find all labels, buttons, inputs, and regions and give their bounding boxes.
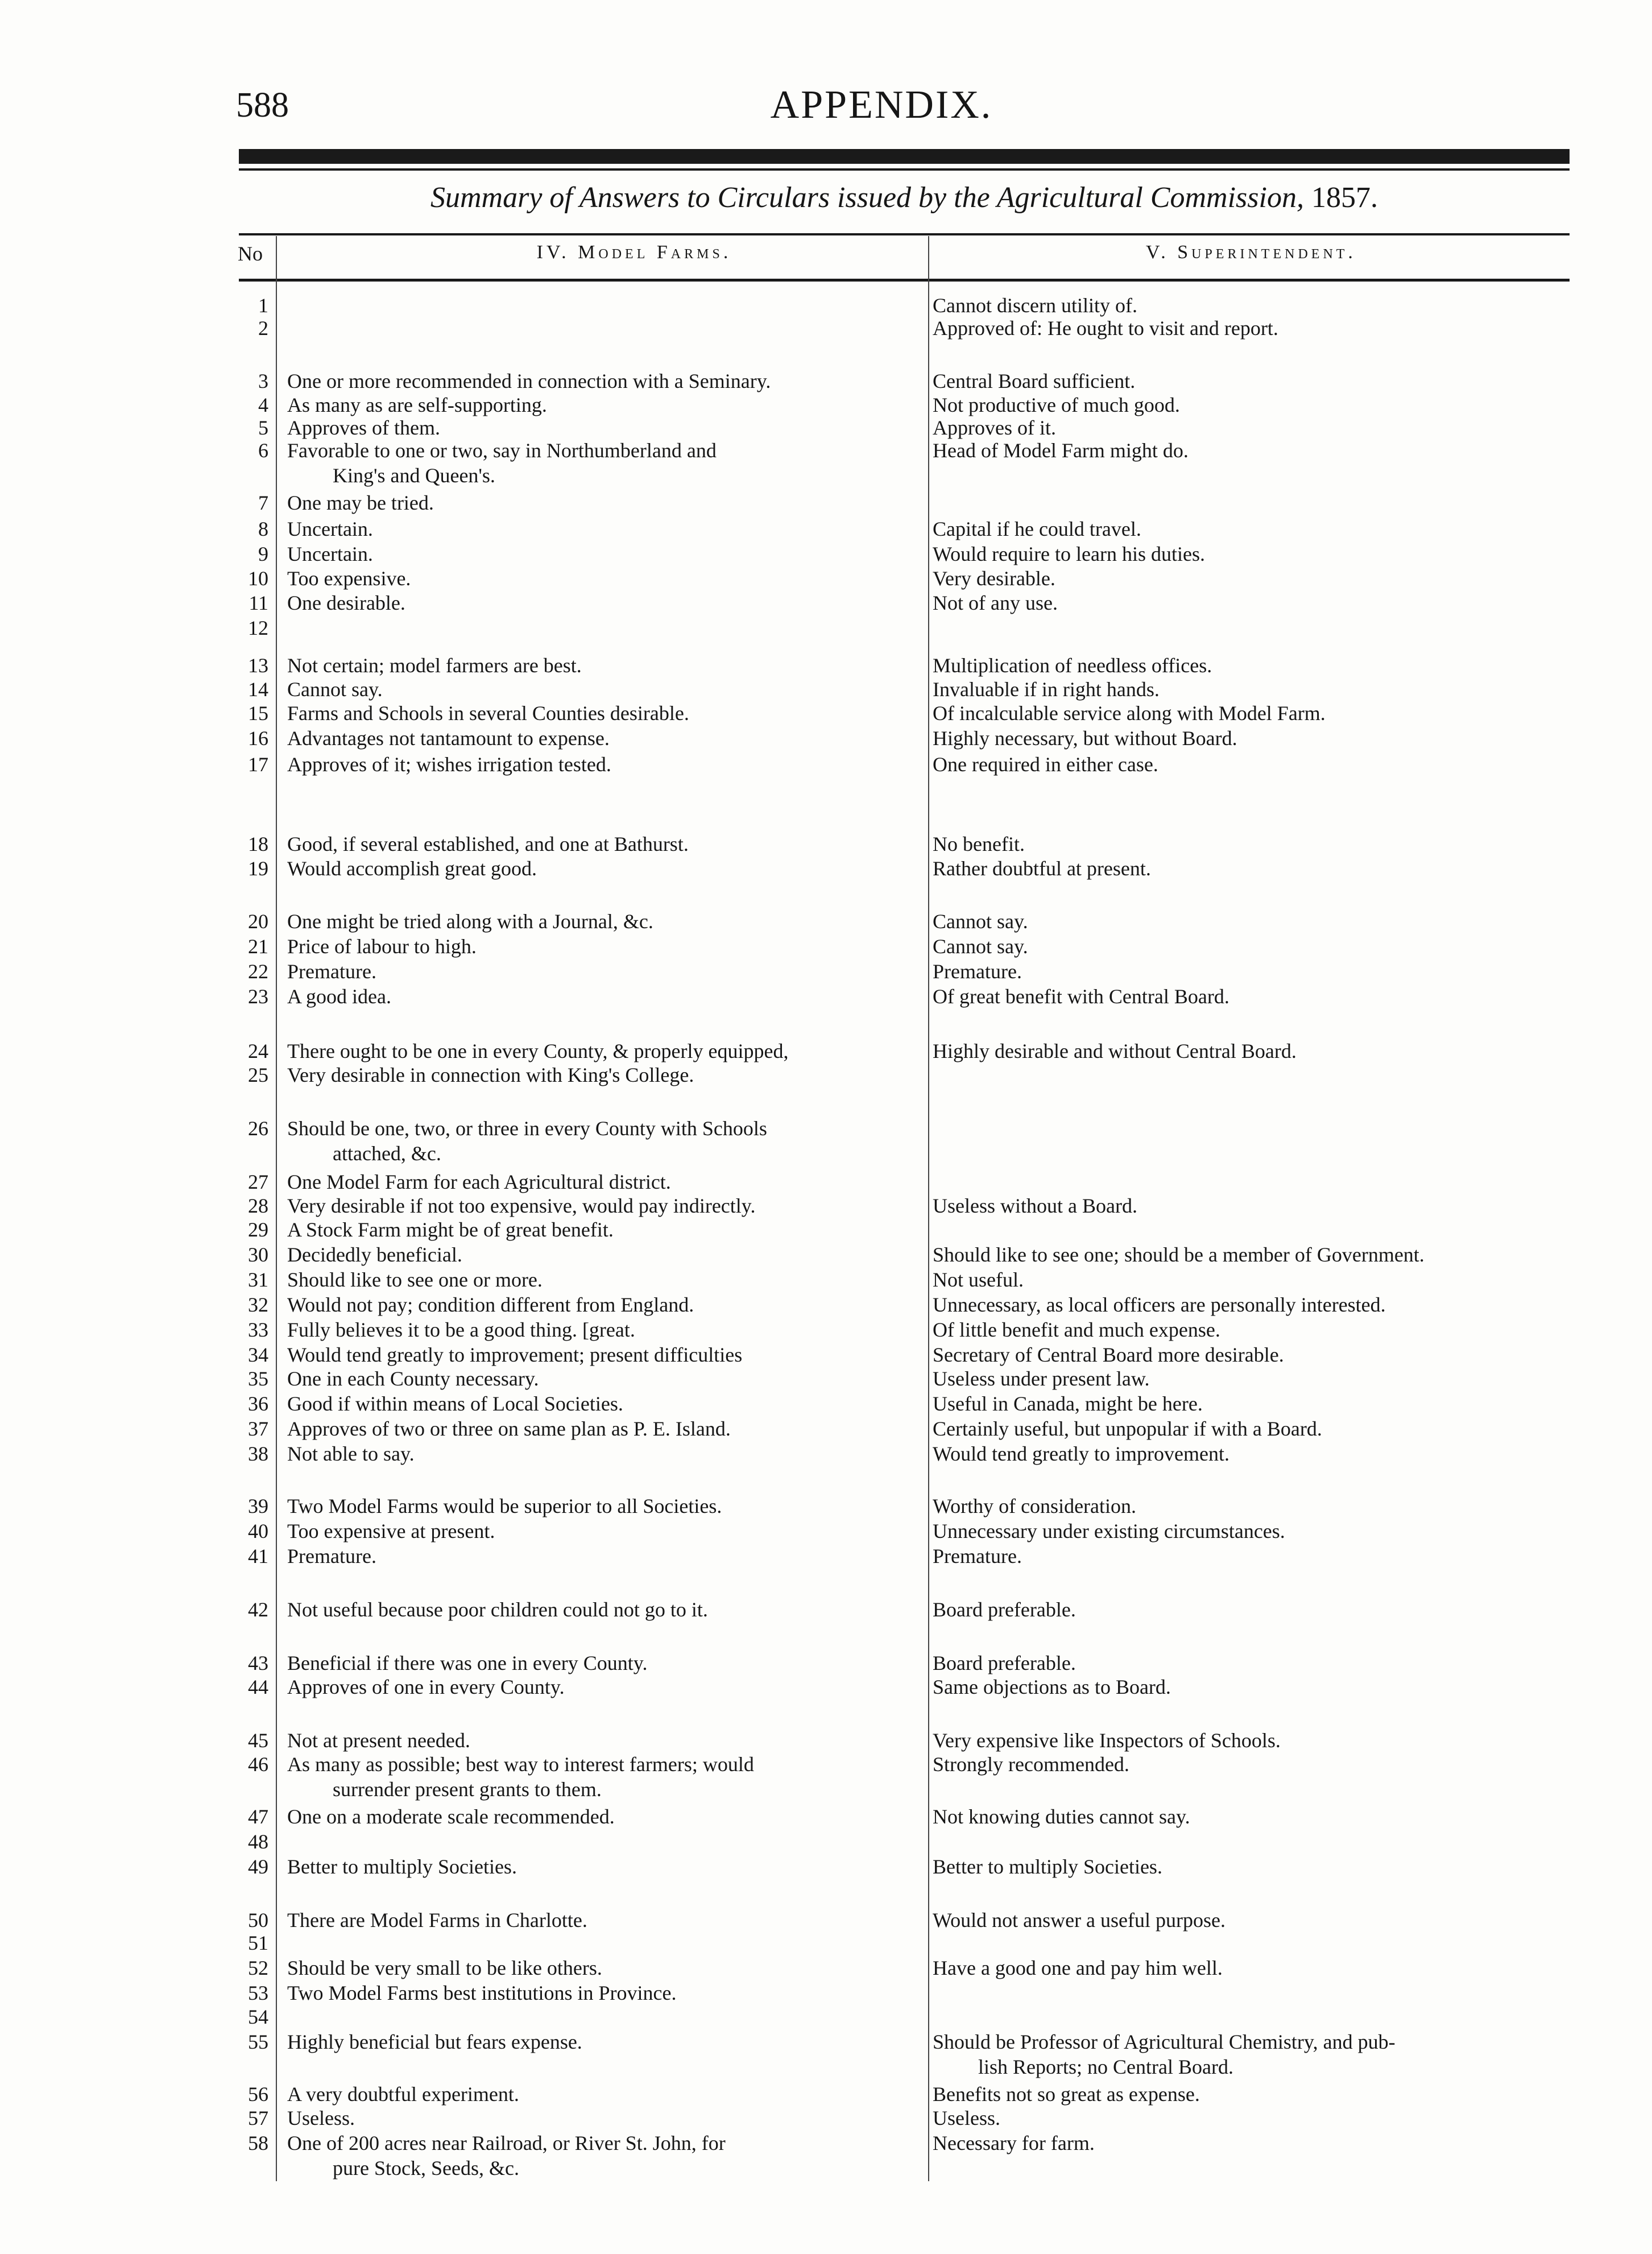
- superintendent-cell: Board preferable.: [933, 1598, 1076, 1621]
- superintendent-cell: One required in either case.: [933, 753, 1158, 776]
- row-number: 40: [248, 1520, 268, 1542]
- model-farms-cell-continued: surrender present grants to them.: [333, 1778, 602, 1801]
- model-farms-cell: Should be one, two, or three in every County with Schools: [287, 1117, 767, 1140]
- column-header-model-farms: IV. Model Farms.: [536, 242, 732, 263]
- model-farms-cell: Decidedly beneficial.: [287, 1243, 462, 1266]
- model-farms-cell: Better to multiply Societies.: [287, 1855, 517, 1878]
- superintendent-cell: No benefit.: [933, 833, 1025, 855]
- superintendent-cell: Strongly recommended.: [933, 1753, 1129, 1776]
- superintendent-cell: Board preferable.: [933, 1652, 1076, 1674]
- row-number: 5: [258, 416, 268, 439]
- model-farms-cell: As many as are self-supporting.: [287, 394, 547, 416]
- model-farms-cell: Uncertain.: [287, 518, 373, 540]
- superintendent-cell: Of great benefit with Central Board.: [933, 985, 1229, 1008]
- page-number: 588: [236, 86, 289, 125]
- row-number: 1: [258, 294, 268, 317]
- model-farms-cell: One in each County necessary.: [287, 1367, 539, 1390]
- row-number: 32: [248, 1293, 268, 1316]
- model-farms-cell: Not able to say.: [287, 1442, 415, 1465]
- row-number: 31: [248, 1268, 268, 1291]
- row-number: 37: [248, 1417, 268, 1440]
- model-farms-cell-continued: pure Stock, Seeds, &c.: [333, 2157, 519, 2179]
- row-number: 6: [258, 439, 268, 462]
- model-farms-cell: Not certain; model farmers are best.: [287, 654, 582, 677]
- model-farms-cell: Cannot say.: [287, 678, 383, 701]
- superintendent-cell: Necessary for farm.: [933, 2132, 1095, 2154]
- model-farms-cell: Approves of them.: [287, 416, 440, 439]
- model-farms-cell: One or more recommended in connection with a Seminary.: [287, 370, 771, 392]
- column-divider-2: [928, 236, 929, 2181]
- model-farms-cell-continued: attached, &c.: [333, 1142, 441, 1165]
- model-farms-cell: One on a moderate scale recommended.: [287, 1805, 615, 1828]
- superintendent-cell: Useless without a Board.: [933, 1194, 1137, 1217]
- row-number: 36: [248, 1392, 268, 1415]
- superintendent-cell: Have a good one and pay him well.: [933, 1957, 1223, 1979]
- row-number: 29: [248, 1218, 268, 1241]
- row-number: 34: [248, 1343, 268, 1366]
- row-number: 33: [248, 1318, 268, 1341]
- superintendent-cell: Useful in Canada, might be here.: [933, 1392, 1203, 1415]
- model-farms-cell: Useless.: [287, 2107, 355, 2129]
- row-number: 42: [248, 1598, 268, 1621]
- row-number: 11: [249, 592, 268, 614]
- row-number: 52: [248, 1957, 268, 1979]
- superintendent-cell: Secretary of Central Board more desirable.: [933, 1343, 1284, 1366]
- row-number: 45: [248, 1729, 268, 1752]
- header-rule-bottom: [239, 279, 1570, 282]
- row-number: 44: [248, 1676, 268, 1698]
- row-number: 22: [248, 960, 268, 983]
- row-number: 49: [248, 1855, 268, 1878]
- row-number: 26: [248, 1117, 268, 1140]
- superintendent-cell: Worthy of consideration.: [933, 1495, 1137, 1517]
- superintendent-cell: Unnecessary under existing circumstances.: [933, 1520, 1285, 1542]
- superintendent-cell: Invaluable if in right hands.: [933, 678, 1160, 701]
- superintendent-cell: Approved of: He ought to visit and report.: [933, 317, 1278, 340]
- row-number: 12: [248, 617, 268, 639]
- model-farms-cell: Not at present needed.: [287, 1729, 470, 1752]
- row-number: 54: [248, 2005, 268, 2028]
- model-farms-cell: Very desirable if not too expensive, would pay indirectly.: [287, 1194, 756, 1217]
- model-farms-cell: One may be tried.: [287, 491, 434, 514]
- row-number: 20: [248, 910, 268, 933]
- table-title-year: 1857.: [1311, 181, 1378, 214]
- superintendent-cell: Of little benefit and much expense.: [933, 1318, 1220, 1341]
- superintendent-cell: Would not answer a useful purpose.: [933, 1909, 1225, 1932]
- superintendent-cell: Should be Professor of Agricultural Chemistry, and pub-: [933, 2030, 1396, 2053]
- row-number: 2: [258, 317, 268, 340]
- row-number: 17: [248, 753, 268, 776]
- model-farms-cell: One Model Farm for each Agricultural district.: [287, 1171, 671, 1193]
- superintendent-cell: Would require to learn his duties.: [933, 543, 1205, 565]
- model-farms-cell: Two Model Farms would be superior to all Societies.: [287, 1495, 722, 1517]
- row-number: 58: [248, 2132, 268, 2154]
- column-header-superintendent: V. Superintendent.: [1146, 242, 1356, 263]
- row-number: 28: [248, 1194, 268, 1217]
- superintendent-cell: Better to multiply Societies.: [933, 1855, 1162, 1878]
- row-number: 14: [248, 678, 268, 701]
- model-farms-cell: Two Model Farms best institutions in Province.: [287, 1982, 677, 2004]
- model-farms-cell: Would not pay; condition different from England.: [287, 1293, 694, 1316]
- model-farms-cell: A very doubtful experiment.: [287, 2083, 519, 2106]
- row-number: 53: [248, 1982, 268, 2004]
- superintendent-cell: Same objections as to Board.: [933, 1676, 1171, 1698]
- column-divider-1: [276, 236, 277, 2181]
- row-number: 46: [248, 1753, 268, 1776]
- superintendent-cell: Very desirable.: [933, 567, 1055, 590]
- model-farms-cell: Not useful because poor children could not go to it.: [287, 1598, 708, 1621]
- model-farms-cell: Good if within means of Local Societies.: [287, 1392, 623, 1415]
- row-number: 4: [258, 394, 268, 416]
- row-number: 19: [248, 857, 268, 880]
- superintendent-cell: Premature.: [933, 960, 1022, 983]
- model-farms-cell: Fully believes it to be a good thing. [great.: [287, 1318, 635, 1341]
- table-title: [239, 181, 1570, 214]
- model-farms-cell: Beneficial if there was one in every County.: [287, 1652, 648, 1674]
- model-farms-cell: Approves of it; wishes irrigation tested.: [287, 753, 611, 776]
- superintendent-cell: Not useful.: [933, 1268, 1024, 1291]
- superintendent-cell: Unnecessary, as local officers are personally interested.: [933, 1293, 1386, 1316]
- model-farms-cell: Should be very small to be like others.: [287, 1957, 602, 1979]
- row-number: 47: [248, 1805, 268, 1828]
- model-farms-cell: Premature.: [287, 1545, 376, 1568]
- row-number: 48: [248, 1830, 268, 1853]
- model-farms-cell: Price of labour to high.: [287, 935, 477, 958]
- superintendent-cell: Useless under present law.: [933, 1367, 1150, 1390]
- superintendent-cell: Rather doubtful at present.: [933, 857, 1151, 880]
- superintendent-cell-continued: lish Reports; no Central Board.: [978, 2056, 1233, 2078]
- model-farms-cell: Would accomplish great good.: [287, 857, 537, 880]
- superintendent-cell: Not knowing duties cannot say.: [933, 1805, 1190, 1828]
- header-rule-top: [239, 233, 1570, 235]
- model-farms-cell: Good, if several established, and one at Bathurst.: [287, 833, 689, 855]
- row-number: 21: [248, 935, 268, 958]
- model-farms-cell: Too expensive at present.: [287, 1520, 495, 1542]
- row-number: 23: [248, 985, 268, 1008]
- row-number: 18: [248, 833, 268, 855]
- model-farms-cell: As many as possible; best way to interest farmers; would: [287, 1753, 754, 1776]
- row-number: 56: [248, 2083, 268, 2106]
- superintendent-cell: Useless.: [933, 2107, 1000, 2129]
- superintendent-cell: Highly desirable and without Central Board.: [933, 1040, 1297, 1062]
- superintendent-cell: Should like to see one; should be a member of Government.: [933, 1243, 1425, 1266]
- model-farms-cell: Approves of one in every County.: [287, 1676, 565, 1698]
- row-number: 8: [258, 518, 268, 540]
- superintendent-cell: Would tend greatly to improvement.: [933, 1442, 1229, 1465]
- superintendent-cell: Highly necessary, but without Board.: [933, 727, 1237, 750]
- model-farms-cell: A good idea.: [287, 985, 391, 1008]
- model-farms-cell-continued: King's and Queen's.: [333, 464, 495, 487]
- model-farms-cell: Very desirable in connection with King's College.: [287, 1064, 694, 1086]
- row-number: 16: [248, 727, 268, 750]
- row-number: 10: [248, 567, 268, 590]
- table-title-text: Summary of Answers to Circulars issued by the Agricultural Commission,: [430, 181, 1304, 214]
- model-farms-cell: Farms and Schools in several Counties desirable.: [287, 702, 689, 725]
- heading-rule-thin: [239, 168, 1570, 171]
- running-head: APPENDIX.: [770, 83, 993, 127]
- row-number: 57: [248, 2107, 268, 2129]
- model-farms-cell: Would tend greatly to improvement; present difficulties: [287, 1343, 743, 1366]
- superintendent-cell: Not of any use.: [933, 592, 1058, 614]
- model-farms-cell: Uncertain.: [287, 543, 373, 565]
- row-number: 15: [248, 702, 268, 725]
- row-number: 3: [258, 370, 268, 392]
- superintendent-cell: Approves of it.: [933, 416, 1056, 439]
- superintendent-cell: Premature.: [933, 1545, 1022, 1568]
- superintendent-cell: Benefits not so great as expense.: [933, 2083, 1200, 2106]
- superintendent-cell: Not productive of much good.: [933, 394, 1180, 416]
- model-farms-cell: There ought to be one in every County, & properly equipped,: [287, 1040, 789, 1062]
- superintendent-cell: Capital if he could travel.: [933, 518, 1141, 540]
- model-farms-cell: Advantages not tantamount to expense.: [287, 727, 610, 750]
- model-farms-cell: Approves of two or three on same plan as P. E. Island.: [287, 1417, 731, 1440]
- superintendent-cell: Very expensive like Inspectors of Schools.: [933, 1729, 1281, 1752]
- superintendent-cell: Head of Model Farm might do.: [933, 439, 1189, 462]
- row-number: 38: [248, 1442, 268, 1465]
- model-farms-cell: There are Model Farms in Charlotte.: [287, 1909, 587, 1932]
- model-farms-cell: One of 200 acres near Railroad, or River St. John, for: [287, 2132, 726, 2154]
- model-farms-cell: Premature.: [287, 960, 376, 983]
- row-number: 27: [248, 1171, 268, 1193]
- row-number: 25: [248, 1064, 268, 1086]
- model-farms-cell: One might be tried along with a Journal, &c.: [287, 910, 653, 933]
- superintendent-cell: Of incalculable service along with Model Farm.: [933, 702, 1326, 725]
- superintendent-cell: Cannot discern utility of.: [933, 294, 1137, 317]
- superintendent-cell: Cannot say.: [933, 910, 1028, 933]
- row-number: 24: [248, 1040, 268, 1062]
- row-number: 35: [248, 1367, 268, 1390]
- row-number: 9: [258, 543, 268, 565]
- superintendent-cell: Central Board sufficient.: [933, 370, 1136, 392]
- superintendent-cell: Certainly useful, but unpopular if with a Board.: [933, 1417, 1322, 1440]
- model-farms-cell: One desirable.: [287, 592, 405, 614]
- row-number: 39: [248, 1495, 268, 1517]
- row-number: 13: [248, 654, 268, 677]
- row-number: 30: [248, 1243, 268, 1266]
- superintendent-cell: Cannot say.: [933, 935, 1028, 958]
- column-header-no: No: [238, 242, 263, 265]
- heading-rule-thick: [239, 149, 1570, 164]
- row-number: 41: [248, 1545, 268, 1568]
- model-farms-cell: Should like to see one or more.: [287, 1268, 543, 1291]
- row-number: 50: [248, 1909, 268, 1932]
- row-number: 55: [248, 2030, 268, 2053]
- row-number: 51: [248, 1932, 268, 1954]
- superintendent-cell: Multiplication of needless offices.: [933, 654, 1212, 677]
- model-farms-cell: Too expensive.: [287, 567, 411, 590]
- model-farms-cell: Highly beneficial but fears expense.: [287, 2030, 582, 2053]
- model-farms-cell: Favorable to one or two, say in Northumberland and: [287, 439, 717, 462]
- row-number: 7: [258, 491, 268, 514]
- model-farms-cell: A Stock Farm might be of great benefit.: [287, 1218, 614, 1241]
- row-number: 43: [248, 1652, 268, 1674]
